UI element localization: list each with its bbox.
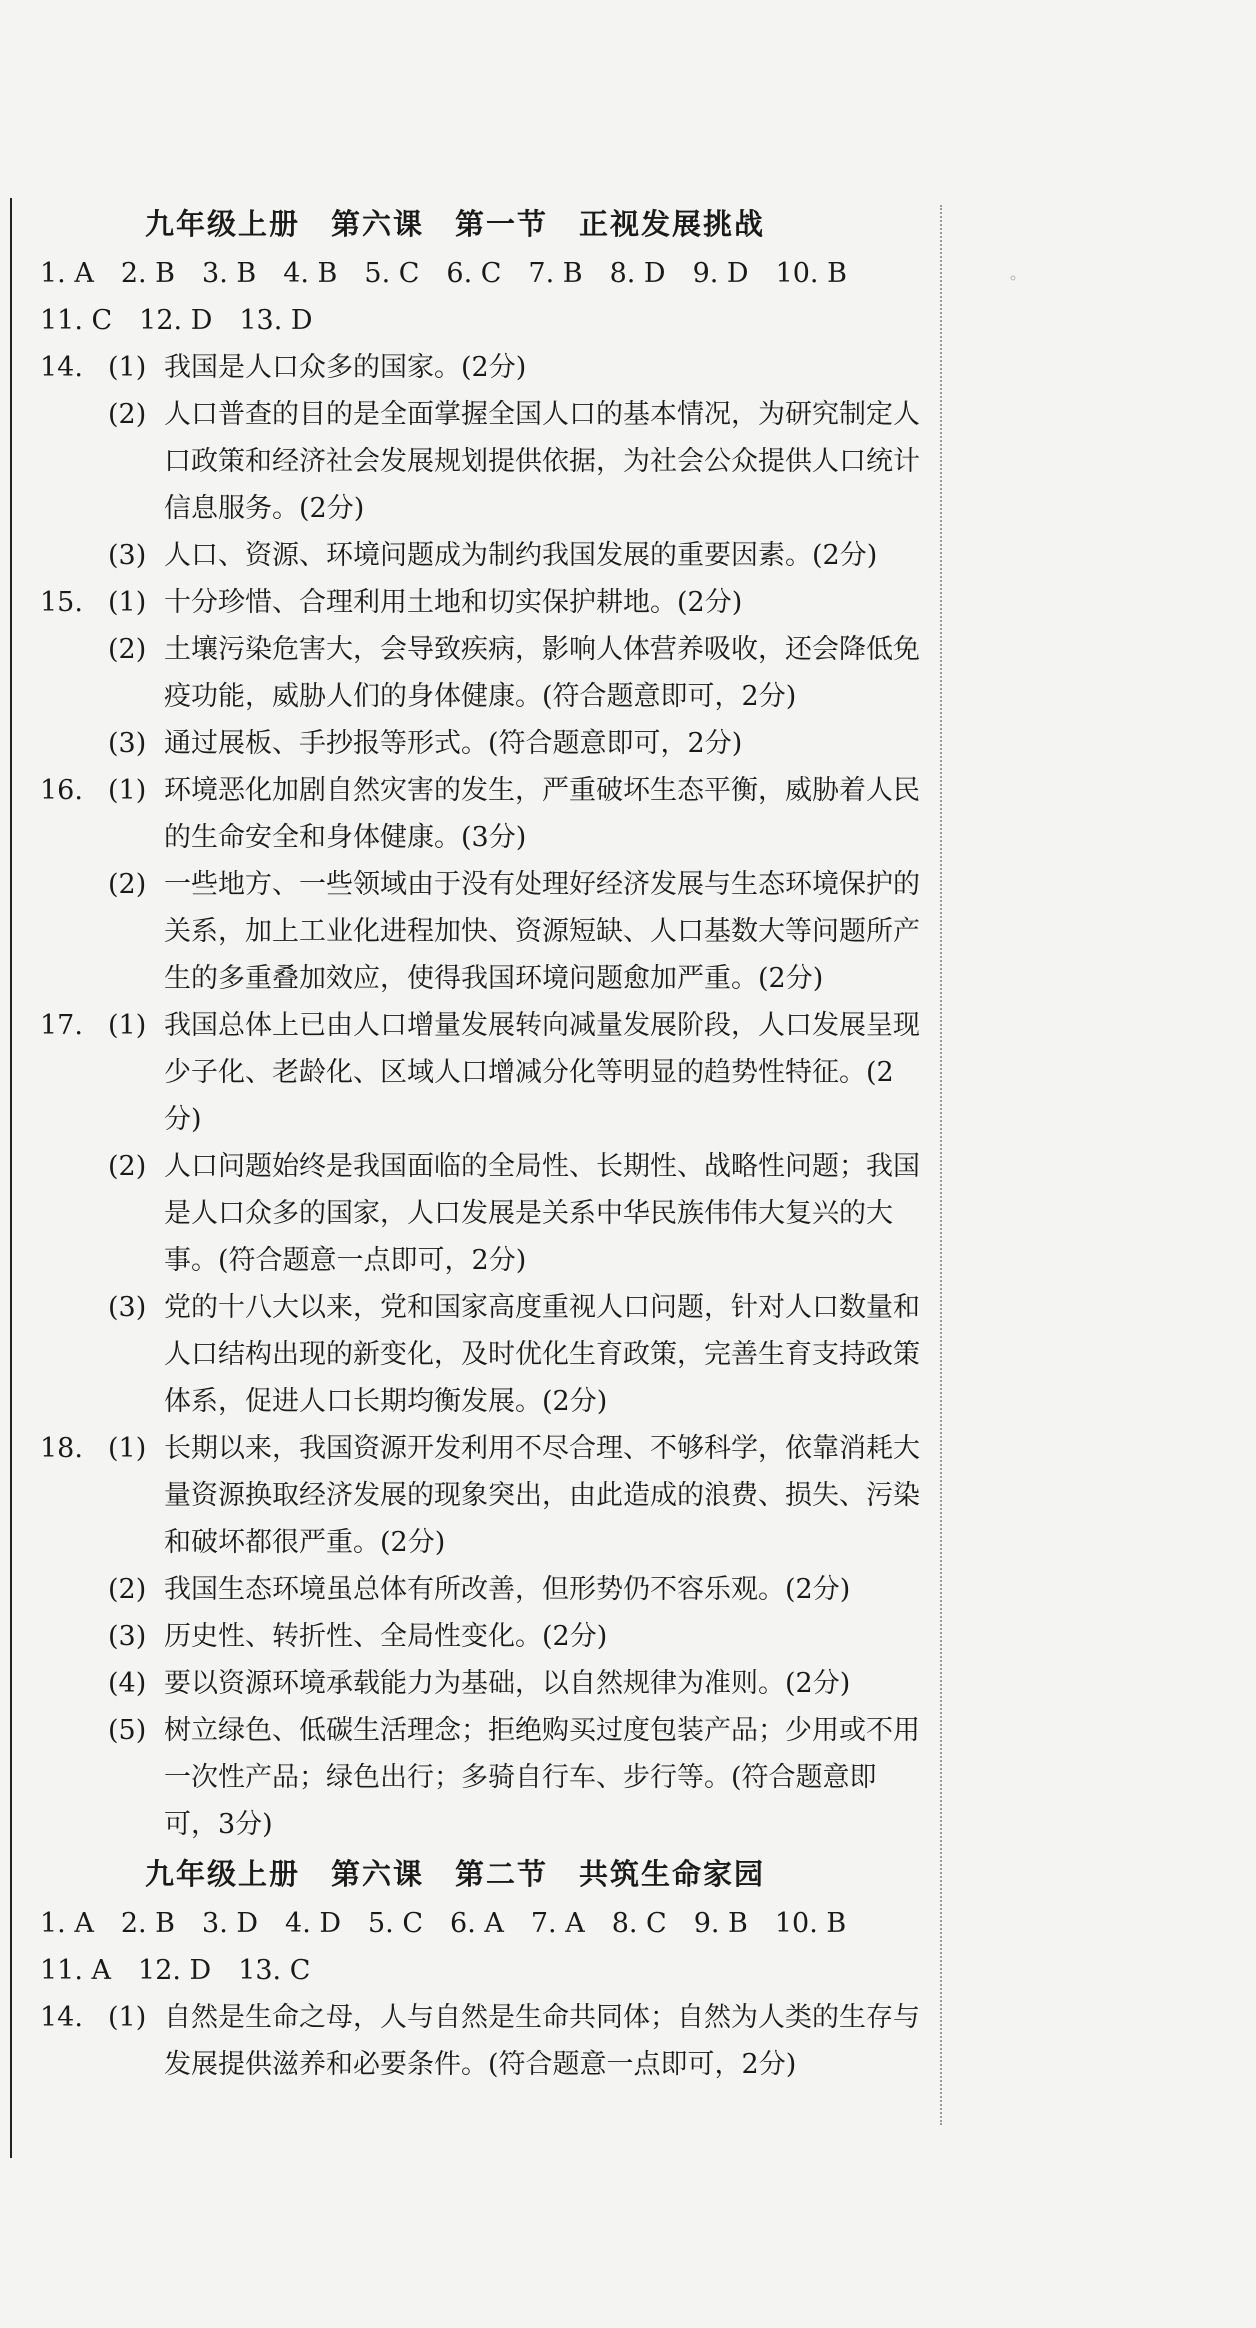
sub-label: (1) xyxy=(108,775,147,806)
sub-answer xyxy=(40,532,920,579)
question-number: 15. xyxy=(40,587,83,618)
sub-label: (1) xyxy=(108,2002,147,2033)
question-number: 14. xyxy=(40,2002,83,2033)
sub-label: (1) xyxy=(108,1433,147,1464)
sub-label: (2) xyxy=(108,1574,147,1605)
question-number: 16. xyxy=(40,775,83,806)
sub-label: (2) xyxy=(108,1151,147,1182)
sub-label: (1) xyxy=(108,1010,147,1041)
question-15 xyxy=(40,579,920,626)
sub-label: (2) xyxy=(108,634,147,665)
sub-text: 环境恶化加剧自然灾害的发生，严重破坏生态平衡，威胁着人民的生命安全和身体健康。(3分) xyxy=(164,775,920,853)
mc-answers-line: 1. A 2. B 3. B 4. B 5. C 6. C 7. B 8. D 9. D 10. B xyxy=(40,258,847,289)
fold-mark: ∘ xyxy=(1008,268,1019,287)
sub-text: 自然是生命之母，人与自然是生命共同体；自然为人类的生存与发展提供滋养和必要条件。(符合题意一点即可，2分) xyxy=(164,2002,920,2080)
sub-text: 十分珍惜、合理利用土地和切实保护耕地。(2分) xyxy=(164,587,743,618)
sub-text: 人口、资源、环境问题成为制约我国发展的重要因素。(2分) xyxy=(164,540,878,571)
sub-text: 要以资源环境承载能力为基础，以自然规律为准则。(2分) xyxy=(164,1668,851,1699)
sub-text: 人口问题始终是我国面临的全局性、长期性、战略性问题；我国是人口众多的国家，人口发展是关系中华民族伟伟大复兴的大事。(符合题意一点即可，2分) xyxy=(164,1151,920,1276)
sub-text: 人口普查的目的是全面掌握全国人口的基本情况，为研究制定人口政策和经济社会发展规划提供依据，为社会公众提供人口统计信息服务。(2分) xyxy=(164,399,920,524)
question-17 xyxy=(40,1002,920,1143)
sub-label: (2) xyxy=(108,399,147,430)
sub-text: 我国总体上已由人口增量发展转向减量发展阶段，人口发展呈现少子化、老龄化、区域人口增减分化等明显的趋势性特征。(2分) xyxy=(164,1010,920,1135)
question-number: 17. xyxy=(40,1010,83,1041)
answer-content xyxy=(40,198,920,2088)
sub-label: (1) xyxy=(108,587,147,618)
sub-text: 树立绿色、低碳生活理念；拒绝购买过度包装产品；少用或不用一次性产品；绿色出行；多骑自行车、步行等。(符合题意即可，3分) xyxy=(164,1715,920,1840)
sub-answer xyxy=(40,1613,920,1660)
mc-answers-line: 11. A 12. D 13. C xyxy=(40,1955,311,1986)
sub-answer xyxy=(108,767,920,861)
sub-text: 长期以来，我国资源开发利用不尽合理、不够科学，依靠消耗大量资源换取经济发展的现象突出，由此造成的浪费、损失、污染和破坏都很严重。(2分) xyxy=(164,1433,920,1558)
question-18 xyxy=(40,1425,920,1566)
sub-answer xyxy=(40,626,920,720)
sub-label: (2) xyxy=(108,869,147,900)
sub-text: 党的十八大以来，党和国家高度重视人口问题，针对人口数量和人口结构出现的新变化，及时优化生育政策，完善生育支持政策体系，促进人口长期均衡发展。(2分) xyxy=(164,1292,920,1417)
sub-text: 历史性、转折性、全局性变化。(2分) xyxy=(164,1621,608,1652)
question-14 xyxy=(40,344,920,391)
fold-line xyxy=(940,205,942,2125)
sub-label: (4) xyxy=(108,1668,147,1699)
sub-text: 我国是人口众多的国家。(2分) xyxy=(164,352,527,383)
binding-rule xyxy=(10,198,12,2158)
sub-answer xyxy=(108,344,920,391)
sub-text: 土壤污染危害大，会导致疾病，影响人体营养吸收，还会降低免疫功能，威胁人们的身体健康。(符合题意即可，2分) xyxy=(164,634,920,712)
sub-label: (3) xyxy=(108,540,147,571)
question-14 xyxy=(40,1994,920,2088)
sub-answer xyxy=(40,1566,920,1613)
sub-answer xyxy=(40,1660,920,1707)
sub-answer xyxy=(108,1994,920,2088)
sub-text: 我国生态环境虽总体有所改善，但形势仍不容乐观。(2分) xyxy=(164,1574,851,1605)
sub-label: (3) xyxy=(108,1621,147,1652)
sub-text: 通过展板、手抄报等形式。(符合题意即可，2分) xyxy=(164,728,743,759)
sub-answer xyxy=(40,720,920,767)
mc-answers-line: 11. C 12. D 13. D xyxy=(40,305,313,336)
sub-label: (3) xyxy=(108,728,147,759)
sub-answer xyxy=(40,861,920,1002)
sub-answer xyxy=(108,1425,920,1566)
section-title: 九年级上册 第六课 第二节 共筑生命家园 xyxy=(145,1857,766,1891)
sub-answer xyxy=(108,579,920,626)
mc-answers-line: 1. A 2. B 3. D 4. D 5. C 6. A 7. A 8. C 9. B 10. B xyxy=(40,1908,847,1939)
sub-answer xyxy=(40,1284,920,1425)
sub-label: (5) xyxy=(108,1715,147,1746)
sub-answer xyxy=(40,391,920,532)
sub-answer xyxy=(40,1143,920,1284)
question-16 xyxy=(40,767,920,861)
sub-answer xyxy=(108,1002,920,1143)
section-title: 九年级上册 第六课 第一节 正视发展挑战 xyxy=(145,207,766,241)
sub-label: (3) xyxy=(108,1292,147,1323)
question-number: 14. xyxy=(40,352,83,383)
sub-label: (1) xyxy=(108,352,147,383)
sub-text: 一些地方、一些领域由于没有处理好经济发展与生态环境保护的关系，加上工业化进程加快、资源短缺、人口基数大等问题所产生的多重叠加效应，使得我国环境问题愈加严重。(2分) xyxy=(164,869,920,994)
sub-answer xyxy=(40,1707,920,1848)
question-number: 18. xyxy=(40,1433,83,1464)
